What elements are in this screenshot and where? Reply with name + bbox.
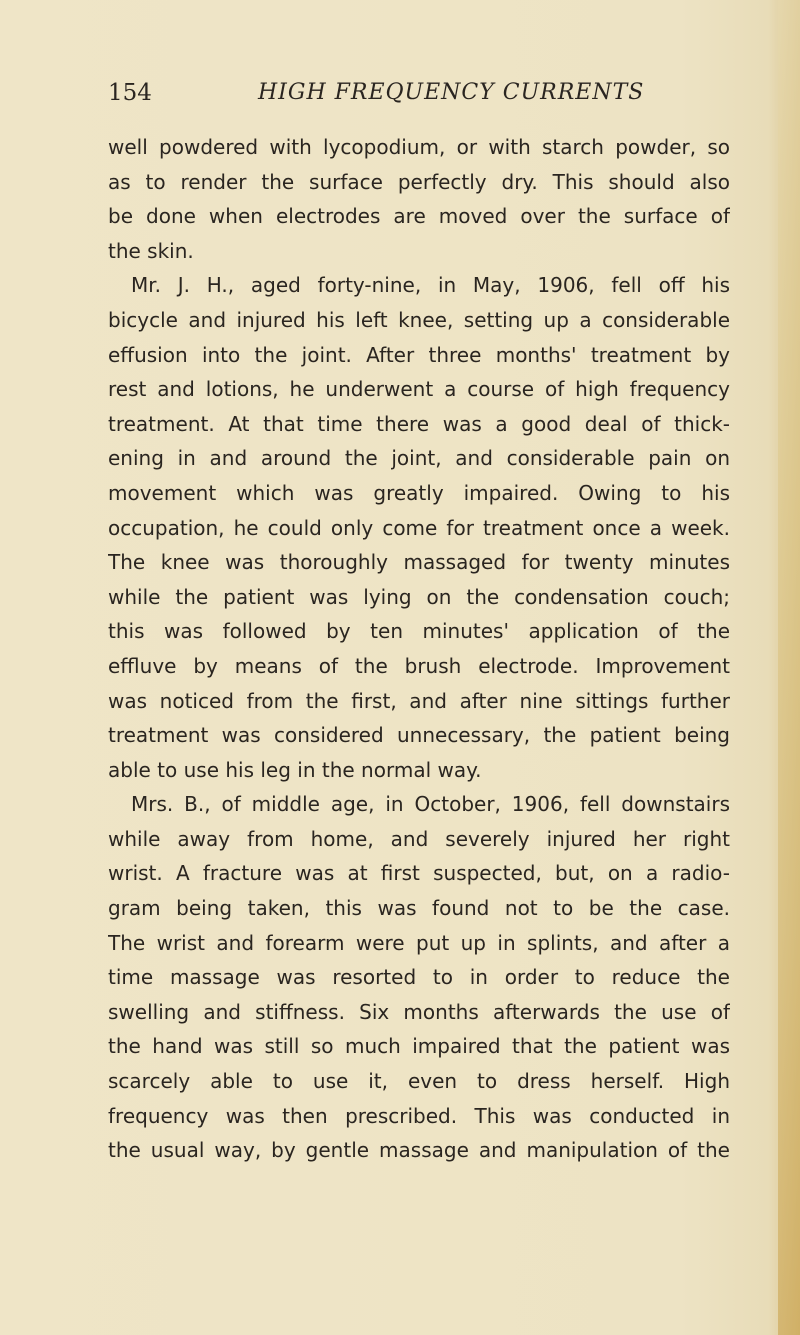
text-line: frequency was then prescribed. This was conducted in: [108, 1103, 730, 1128]
text-line: effusion into the joint. After three months' treatment by: [108, 342, 730, 367]
text-line: while the patient was lying on the condensation couch;: [108, 584, 730, 609]
text-line: bicycle and injured his left knee, setting up a considerable: [108, 307, 730, 332]
text-line: wrist. A fracture was at first suspected, but, on a radio-: [108, 861, 730, 886]
text-line: the hand was still so much impaired that the patient was: [108, 1034, 730, 1059]
text-line: movement which was greatly impaired. Owing to his: [108, 480, 730, 505]
text-line: while away from home, and severely injured her right: [108, 826, 730, 851]
page-number: 154: [108, 80, 152, 106]
page-header: [108, 80, 730, 112]
page-edge-stain: [778, 0, 800, 1335]
text-line: time massage was resorted to in order to reduce the: [108, 965, 730, 990]
text-line: occupation, he could only come for treatment once a week.: [108, 515, 730, 540]
text-line: this was followed by ten minutes' application of the: [108, 619, 730, 644]
paragraph-start-line: Mrs. B., of middle age, in October, 1906, fell downstairs: [131, 792, 730, 817]
text-line: well powdered with lycopodium, or with starch powder, so: [108, 135, 730, 159]
body-text: [108, 130, 730, 1168]
text-line: treatment was considered unnecessary, the patient being: [108, 723, 730, 748]
paragraph-start-line: Mr. J. H., aged forty-nine, in May, 1906, fell off his: [131, 273, 730, 298]
text-line: The wrist and forearm were put up in splints, and after a: [108, 930, 730, 955]
text-line: the usual way, by gentle massage and manipulation of the: [108, 1138, 730, 1163]
text-line: the skin.: [108, 238, 194, 263]
text-line: treatment. At that time there was a good deal of thick-: [108, 411, 730, 436]
text-line: as to render the surface perfectly dry. This should also: [108, 169, 730, 194]
text-line: scarcely able to use it, even to dress herself. High: [108, 1069, 730, 1094]
text-line: rest and lotions, he underwent a course of high frequency: [108, 377, 730, 402]
text-line: be done when electrodes are moved over the surface of: [108, 204, 730, 229]
text-line: effluve by means of the brush electrode. Improvement: [108, 653, 730, 678]
text-line: gram being taken, this was found not to be the case.: [108, 896, 730, 921]
text-line: The knee was thoroughly massaged for twenty minutes: [108, 550, 730, 575]
text-line: swelling and stiffness. Six months afterwards the use of: [108, 999, 730, 1024]
running-title: HIGH FREQUENCY CURRENTS: [258, 80, 645, 105]
text-line: was noticed from the first, and after nine sittings further: [108, 688, 730, 713]
text-line: able to use his leg in the normal way.: [108, 757, 482, 782]
text-line: ening in and around the joint, and considerable pain on: [108, 446, 730, 471]
